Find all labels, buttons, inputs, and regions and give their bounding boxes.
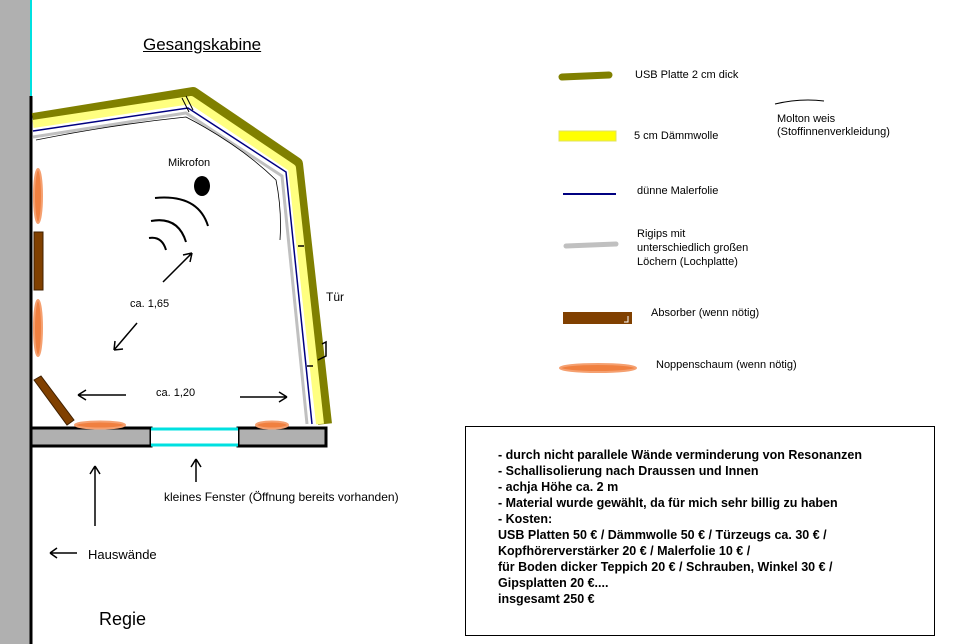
notes-line: - Kosten: — [498, 512, 553, 526]
absorber-left — [34, 232, 43, 290]
notes-line: für Boden dicker Teppich 20 € / Schrauben, Winkel 30 € / — [498, 560, 833, 574]
legend-swatch-rigips — [566, 244, 616, 246]
window-opening — [151, 428, 238, 446]
house-wall-bottom-left — [31, 428, 151, 446]
label-fenster: kleines Fenster (Öffnung bereits vorhanden) — [164, 490, 399, 504]
notes-line: - Schallisolierung nach Draussen und Innen — [498, 464, 759, 478]
page-title: Gesangskabine — [143, 35, 262, 54]
notes-line: - achja Höhe ca. 2 m — [498, 480, 619, 494]
label-regie: Regie — [99, 609, 147, 629]
absorber-corner — [34, 376, 74, 425]
legend-swatch-absorber — [563, 312, 632, 324]
legend-swatch-daemmwolle — [559, 131, 616, 141]
house-wall-left — [0, 0, 31, 644]
legend-swatch-noppenschaum — [560, 364, 636, 372]
notes-line: - Material wurde gewählt, da für mich sehr billig zu haben — [498, 496, 838, 510]
notes-line: USB Platten 50 € / Dämmwolle 50 € / Türzeugs ca. 30 € / — [498, 528, 827, 542]
legend-label-absorber: Absorber (wenn nötig) — [651, 307, 760, 319]
legend-label-molton: Molton weis (Stoffinnenverkleidung) — [777, 113, 890, 138]
cabin-wall — [33, 94, 325, 424]
notes-line: insgesamt 250 € — [498, 592, 595, 606]
label-dist-width: ca. 1,20 — [156, 387, 196, 399]
legend-label-noppenschaum: Noppenschaum (wenn nötig) — [656, 359, 797, 371]
label-tuer: Tür — [326, 290, 344, 304]
notes-box — [465, 426, 935, 636]
house-wall-bottom-right — [238, 428, 326, 446]
legend-label-daemmwolle: 5 cm Dämmwolle — [634, 130, 719, 142]
notes-line: Gipsplatten 20 €.... — [498, 576, 609, 590]
label-dist-diagonal: ca. 1,65 — [130, 298, 170, 310]
sound-wave-icon — [149, 198, 208, 250]
legend-swatch-usb — [562, 75, 609, 77]
legend-label-malerfolie: dünne Malerfolie — [637, 185, 719, 197]
legend-label-rigips: Rigips mit unterschiedlich großen Löchern (Lochplatte) — [637, 228, 749, 268]
legend-swatch-molton — [775, 100, 824, 104]
notes-line: Kopfhörerverstärker 20 € / Malerfolie 10 € / — [498, 544, 751, 558]
microphone-icon — [194, 176, 210, 196]
label-hauswaende: Hauswände — [88, 547, 157, 562]
label-mikrofon: Mikrofon — [168, 157, 211, 169]
notes-line: - durch nicht parallele Wände verminderung von Resonanzen — [498, 448, 862, 462]
legend-label-usb: USB Platte 2 cm dick — [635, 69, 739, 81]
